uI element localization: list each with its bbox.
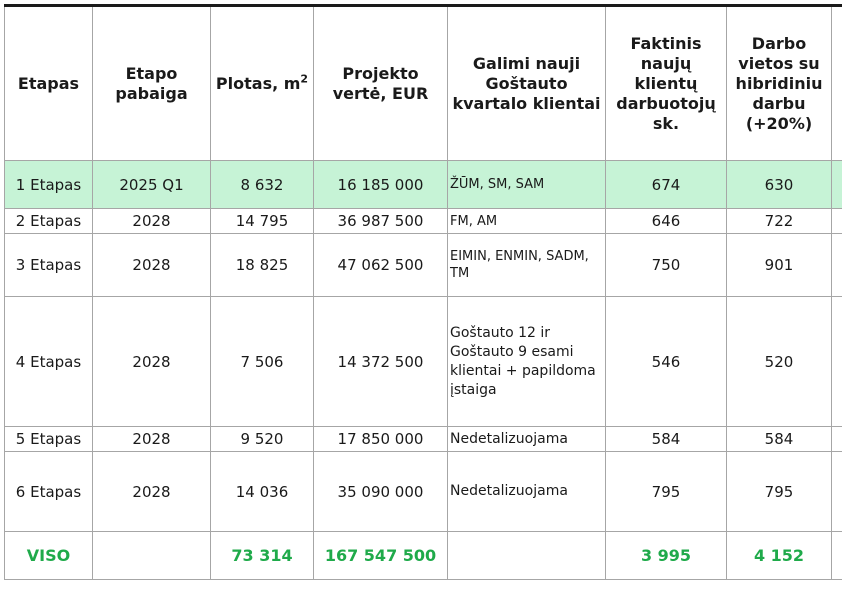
total-pabaiga-empty xyxy=(93,532,211,580)
cell-klientai: Nedetalizuojama xyxy=(448,427,606,452)
cell-darbo-vietos: 795 xyxy=(727,452,832,532)
cell-pabaiga: 2028 xyxy=(93,427,211,452)
cell-etapas: 3 Etapas xyxy=(5,234,93,297)
header-faktinis: Faktinis naujų klientų darbuotojų sk. xyxy=(606,6,727,161)
cell-etapas: 6 Etapas xyxy=(5,452,93,532)
total-faktinis: 3 995 xyxy=(606,532,727,580)
cell-faktinis: 674 xyxy=(606,161,727,209)
cell-spare xyxy=(832,297,842,427)
cell-klientai: Goštauto 12 ir Goštauto 9 esami klientai + papildoma įstaiga xyxy=(448,297,606,427)
table-row xyxy=(5,161,842,209)
total-plotas: 73 314 xyxy=(211,532,314,580)
cell-pabaiga: 2028 xyxy=(93,234,211,297)
cell-darbo-vietos: 584 xyxy=(727,427,832,452)
header-galimi-klientai: Galimi nauji Goštauto kvartalo klientai xyxy=(448,6,606,161)
cell-spare xyxy=(832,452,842,532)
cell-verte: 36 987 500 xyxy=(314,209,448,234)
cell-verte: 35 090 000 xyxy=(314,452,448,532)
total-verte: 167 547 500 xyxy=(314,532,448,580)
cell-darbo-vietos: 630 xyxy=(727,161,832,209)
cell-plotas: 14 036 xyxy=(211,452,314,532)
header-spare-column xyxy=(832,6,842,161)
total-label: VISO xyxy=(5,532,93,580)
cell-darbo-vietos: 901 xyxy=(727,234,832,297)
cell-verte: 14 372 500 xyxy=(314,297,448,427)
cell-faktinis: 546 xyxy=(606,297,727,427)
cell-spare xyxy=(832,234,842,297)
cell-klientai: ŽŪM, SM, SAM xyxy=(448,161,606,209)
stages-table xyxy=(4,4,842,580)
cell-faktinis: 584 xyxy=(606,427,727,452)
cell-plotas: 9 520 xyxy=(211,427,314,452)
header-darbo-vietos: Darbo vietos su hibridiniu darbu (+20%) xyxy=(727,6,832,161)
cell-faktinis: 795 xyxy=(606,452,727,532)
cell-spare xyxy=(832,161,842,209)
cell-plotas: 8 632 xyxy=(211,161,314,209)
cell-plotas: 18 825 xyxy=(211,234,314,297)
cell-darbo-vietos: 520 xyxy=(727,297,832,427)
header-projekto-verte: Projekto vertė, EUR xyxy=(314,6,448,161)
table-row xyxy=(5,209,842,234)
cell-spare xyxy=(832,209,842,234)
cell-plotas: 7 506 xyxy=(211,297,314,427)
header-etapas: Etapas xyxy=(5,6,93,161)
cell-verte: 47 062 500 xyxy=(314,234,448,297)
header-plotas xyxy=(211,6,314,161)
cell-faktinis: 646 xyxy=(606,209,727,234)
cell-etapas: 4 Etapas xyxy=(5,297,93,427)
cell-klientai: FM, AM xyxy=(448,209,606,234)
cell-faktinis: 750 xyxy=(606,234,727,297)
header-plotas-superscript: 2 xyxy=(300,72,309,86)
header-etapo-pabaiga: Etapo pabaiga xyxy=(93,6,211,161)
table-row xyxy=(5,234,842,297)
table-row xyxy=(5,427,842,452)
cell-pabaiga: 2025 Q1 xyxy=(93,161,211,209)
cell-klientai: EIMIN, ENMIN, SADM, TM xyxy=(448,234,606,297)
cell-klientai: Nedetalizuojama xyxy=(448,452,606,532)
cell-etapas: 2 Etapas xyxy=(5,209,93,234)
cell-plotas: 14 795 xyxy=(211,209,314,234)
header-plotas-label: Plotas, m xyxy=(215,73,301,93)
cell-pabaiga: 2028 xyxy=(93,209,211,234)
cell-pabaiga: 2028 xyxy=(93,297,211,427)
table-row xyxy=(5,452,842,532)
cell-verte: 16 185 000 xyxy=(314,161,448,209)
cell-spare xyxy=(832,427,842,452)
total-row xyxy=(5,532,842,580)
cell-etapas: 1 Etapas xyxy=(5,161,93,209)
total-klientai-empty xyxy=(448,532,606,580)
cell-darbo-vietos: 722 xyxy=(727,209,832,234)
header-row xyxy=(5,6,842,161)
cell-pabaiga: 2028 xyxy=(93,452,211,532)
cell-spare xyxy=(832,532,842,580)
cell-verte: 17 850 000 xyxy=(314,427,448,452)
cell-etapas: 5 Etapas xyxy=(5,427,93,452)
table-row xyxy=(5,297,842,427)
total-darbo-vietos: 4 152 xyxy=(727,532,832,580)
